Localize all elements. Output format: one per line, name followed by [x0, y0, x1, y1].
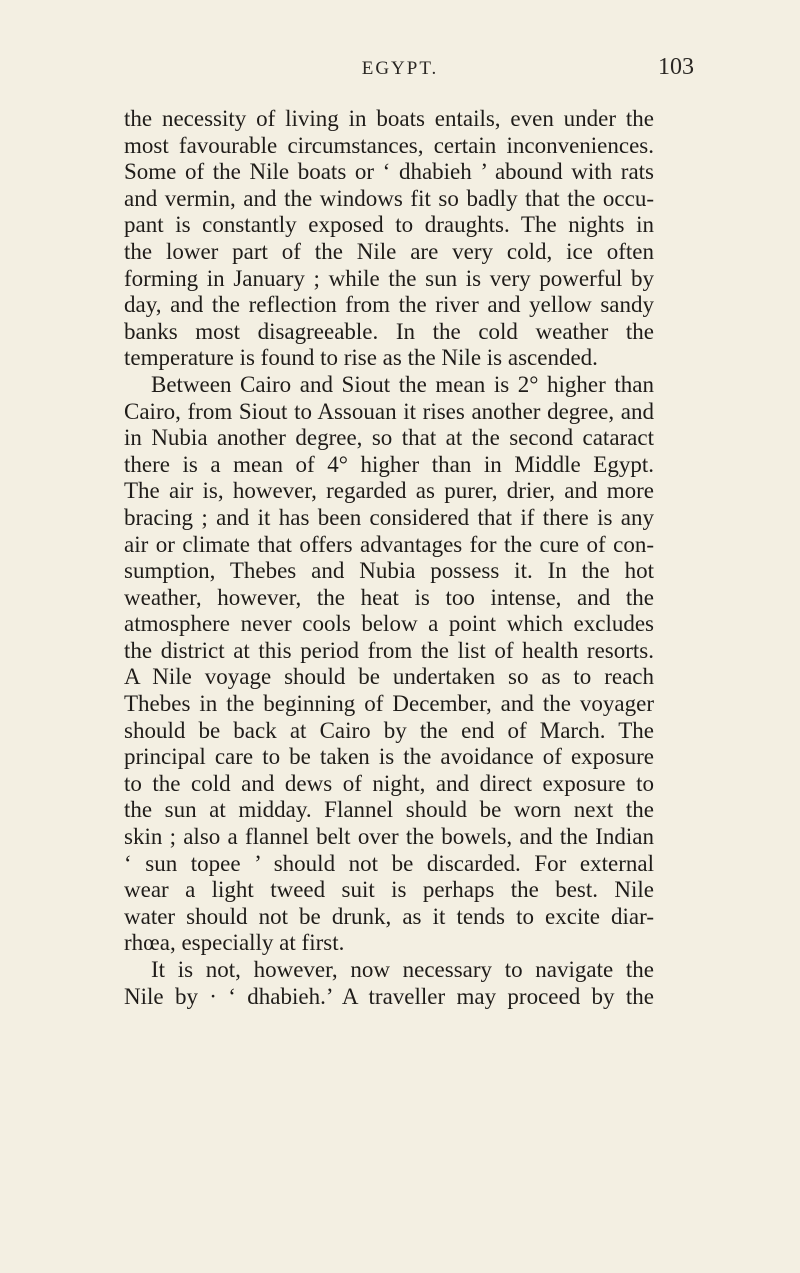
text-line: Thebes in the beginning of December, and the voyager: [124, 691, 654, 717]
text-line: bracing ; and it has been considered that if there is any: [124, 504, 654, 530]
text-line: Some of the Nile boats or ‘ dhabieh ’ abound with rats: [124, 159, 654, 185]
text-line: the sun at midday. Flannel should be worn next the: [124, 797, 654, 823]
text-line: the lower part of the Nile are very cold, ice often: [124, 238, 654, 264]
text-line: sumption, Thebes and Nubia possess it. In the hot: [124, 558, 654, 584]
text-line: Between Cairo and Siout the mean is 2° higher than: [151, 371, 654, 397]
body-text: [124, 106, 654, 1010]
text-line: weather, however, the heat is too intense, and the: [124, 584, 654, 610]
text-line: should be back at Cairo by the end of March. The: [124, 717, 654, 743]
text-line: forming in January ; while the sun is very powerful by: [124, 265, 654, 291]
text-line: A Nile voyage should be undertaken so as to reach: [124, 664, 654, 690]
text-line: the necessity of living in boats entails, even under the: [124, 106, 654, 131]
text-line: Nile by · ‘ dhabieh.’ A traveller may proceed by the: [124, 983, 654, 1009]
text-line: It is not, however, now necessary to navigate the: [151, 957, 654, 982]
text-line: there is a mean of 4° higher than in Middle Egypt.: [124, 451, 654, 477]
text-line: water should not be drunk, as it tends to excite diar-: [124, 903, 654, 929]
text-line: and vermin, and the windows fit so badly that the occu-: [124, 185, 654, 211]
page-number: 103: [658, 54, 694, 80]
text-line: air or climate that offers advantages for the cure of con-: [124, 531, 654, 557]
text-line: Cairo, from Siout to Assouan it rises another degree, and: [124, 398, 654, 424]
text-line: pant is constantly exposed to draughts. The nights in: [124, 212, 654, 238]
text-line: ‘ sun topee ’ should not be discarded. For external: [124, 850, 654, 876]
running-head-title: EGYPT.: [361, 58, 439, 79]
text-line: day, and the reflection from the river and yellow sandy: [124, 292, 654, 318]
text-line: skin ; also a flannel belt over the bowels, and the Indian: [124, 824, 654, 850]
text-line: banks most disagreeable. In the cold weather the: [124, 318, 654, 344]
text-line: atmosphere never cools below a point which excludes: [124, 611, 654, 637]
text-line: in Nubia another degree, so that at the second cataract: [124, 425, 654, 451]
running-head: [0, 54, 800, 88]
text-line: wear a light tweed suit is perhaps the best. Nile: [124, 877, 654, 903]
text-line: The air is, however, regarded as purer, drier, and more: [124, 478, 654, 504]
text-line: rhœa, especially at first.: [124, 930, 345, 956]
text-line: temperature is found to rise as the Nile is ascended.: [124, 345, 598, 371]
text-line: most favourable circumstances, certain inconveniences.: [124, 132, 654, 158]
text-line: the district at this period from the list of health resorts.: [124, 637, 654, 663]
text-line: principal care to be taken is the avoidance of exposure: [124, 744, 654, 770]
text-line: to the cold and dews of night, and direct exposure to: [124, 770, 654, 796]
